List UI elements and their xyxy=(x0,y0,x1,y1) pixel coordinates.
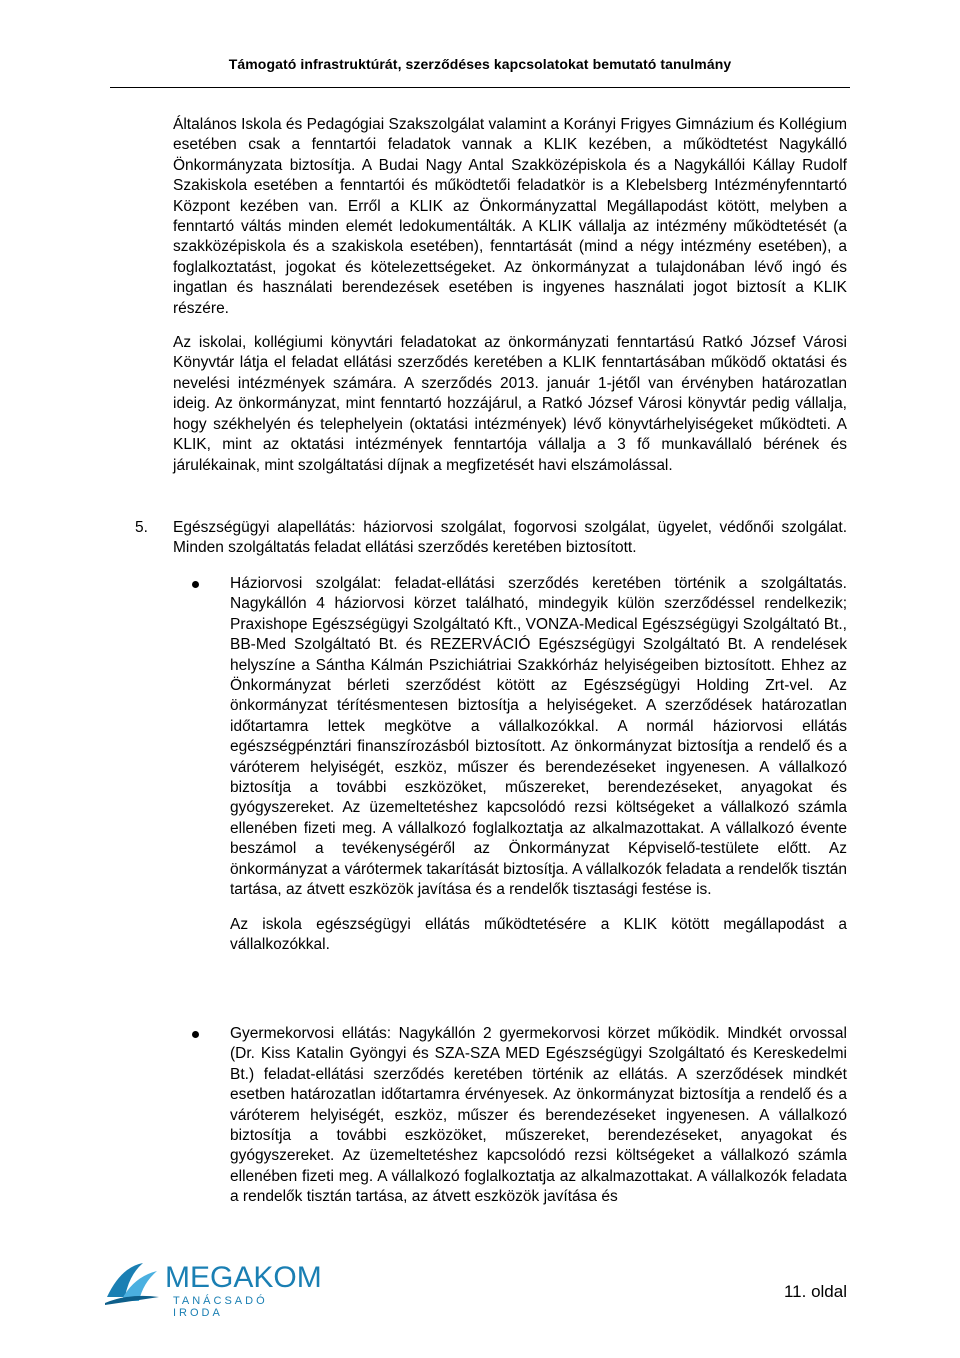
logo-name: MEGAKOM xyxy=(165,1261,322,1294)
header-divider xyxy=(110,87,850,88)
bullet-icon xyxy=(192,581,199,588)
bullet-item xyxy=(230,1024,847,1222)
numbered-item xyxy=(135,518,847,559)
paragraph: Általános Iskola és Pedagógiai Szakszolgálat valamint a Korányi Frigyes Gimnázium és Kollégium esetében csak a fenntartói feladatok vannak a KLIK kezében, a működtetést Nagykálló Önkormányzata biztosítja. A Budai Nagy Antal Szakközépiskola és a Nagykállói Kállay Rudolf Szakiskola esetében a fenntartói és működtetői feladatkör is a Klebelsberg Intézményfenntartó Központ kezében van. Erről a KLIK az Önkormányzattal Megállapodást kötött, melyben a fenntartó váltás minden elemét ledokumentálták. A KLIK vállalja az intézmény működtetését (a szakközépiskola és a szakiskola esetében), fenntartását (mind a négy intézmény esetében), a foglalkoztatást, jogokat és kötelezettségeket. Az önkormányzat a tulajdonában lévő ingó és ingatlan és használati berendezések esetében is ingyenes használati jogot biztosít a KLIK részére. xyxy=(173,116,847,317)
bullet-item xyxy=(230,574,847,969)
logo-subtitle: TANÁCSADÓ IRODA xyxy=(173,1295,268,1319)
body-text xyxy=(173,115,847,490)
bullet-text: Gyermekorvosi ellátás: Nagykállón 2 gyermekorvosi körzet működik. Mindkét orvossal (Dr. Kiss Katalin Gyöngyi és SZA-SZA MED Egészségügyi Szolgáltató és Kereskedelmi Bt.) feladat-ellátási szerződés keretében történik az ellátás. A szerződések mindkét esetben határozatlan időtartamra érvényesek. Az önkormányzat biztosítja a rendelő és a váróterem helyiségét, eszköz, műszer és berendezéseket ingyenesen. A vállalkozó biztosítja a további eszközöket, műszereket, berendezéseket, anyagokat és gyógyszereket. Az üzemeltetéshez kapcsolódó rezsi költségeket a vállalkozó számla ellenében fizeti meg. A vállalkozó foglalkoztatja az alkalmazottakat. A vállalkozók feladata a rendelők tisztán tartása, az átvett eszközök javítása és xyxy=(230,1025,847,1206)
bullet-text: Háziorvosi szolgálat: feladat-ellátási szerződés keretében történik a szolgáltatás. Nagykállón 4 háziorvosi körzet található, mindegyik külön szerződéssel rendelkezik; Praxishope Egészségügyi Szolgáltató Kft., VONZA-Medical Egészségügyi Szolgáltató Bt., BB-Med Szolgáltató Bt. és REZERVÁCIÓ Egészségügyi Szolgáltató Bt. A rendelések helyszíne a Sántha Kálmán Pszichiátriai Szakkórház helyiségeiben biztosított. Ehhez az Önkormányzat bérleti szerződést kötött az Egészségügyi Holding Zrt-vel. Az önkormányzat térítésmentesen biztosítja a helyiségeket. A szerződések határozatlan időtartamra lettek megkötve a vállalkozókkal. A normál háziorvosi ellátás egészségpénztári finanszírozásból biztosított. Az önkormányzat biztosítja a rendelő és a váróterem helyiségét, eszköz, műszer és berendezéseket ingyenesen. A vállalkozó biztosítja a további eszközöket, műszereket, berendezéseket, anyagokat és gyógyszereket. Az üzemeltetéshez kapcsolódó rezsi költségeket a vállalkozó számla ellenében fizeti meg. A vállalkozó foglalkoztatja az alkalmazottakat. A vállalkozó évente beszámol a tevékenységéről az Önkormányzat Képviselő-testülete előtt. Az önkormányzat a várótermek takarítását biztosítja. A vállalkozók feladata a rendelők tisztán tartása, az átvett eszközök javítása és a rendelők tisztasági festése is. xyxy=(230,575,847,899)
bullet-note: Az iskola egészségügyi ellátás működtetésére a KLIK kötött megállapodást a vállalkozókkal. xyxy=(230,915,847,953)
logo-mark-icon xyxy=(103,1257,161,1307)
bullet-icon xyxy=(192,1031,199,1038)
numbered-item-text: Egészségügyi alapellátás: háziorvosi szolgálat, fogorvosi szolgálat, ügyelet, védőnői szolgálat. Minden szolgáltatás feladat ellátási szerződés keretében biztosított. xyxy=(173,519,847,557)
company-logo xyxy=(103,1255,322,1319)
page-header: Támogató infrastruktúrát, szerződéses kapcsolatokat bemutató tanulmány xyxy=(228,56,732,72)
item-number: 5. xyxy=(135,519,148,536)
paragraph: Az iskolai, kollégiumi könyvtári feladatokat az önkormányzati fenntartású Ratkó József Városi Könyvtár látja el feladat ellátási szerződés keretében a KLIK fenntartásában működő oktatási és nevelési intézmények számára. A szerződés 2013. január 1-jétől van érvényben határozatlan ideig. Az önkormányzat, mint fenntartó hozzájárul, a Ratkó József Városi könyvtár pedig vállalja, hogy székhelyén és telephelyein (oktatási intézmények) lévő könyvtárhelyiségeket működteti. A KLIK, mint az oktatási intézmények fenntartója vállalja a 3 fő munkavállaló bérének és járulékainak, mint szolgáltatási díjnak a megfizetését havi elszámolással. xyxy=(173,334,847,474)
page-number: 11. oldal xyxy=(783,1282,847,1301)
